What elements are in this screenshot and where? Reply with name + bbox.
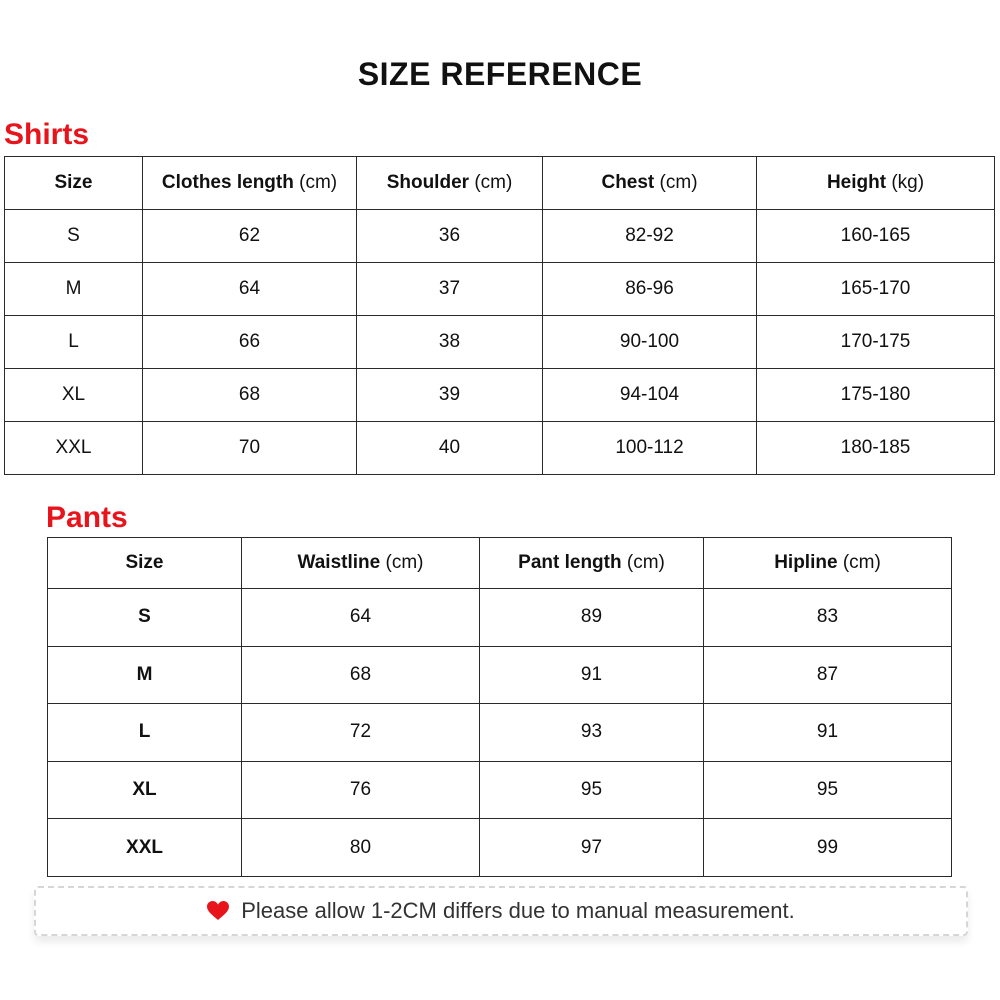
- table-row: [48, 704, 952, 762]
- table-cell: 39: [357, 369, 543, 422]
- table-cell: 68: [242, 646, 480, 704]
- table-cell: 180-185: [757, 422, 995, 475]
- table-cell: 94-104: [543, 369, 757, 422]
- table-cell: S: [5, 210, 143, 263]
- table-cell: 170-175: [757, 316, 995, 369]
- table-cell: 100-112: [543, 422, 757, 475]
- table-cell: 72: [242, 704, 480, 762]
- table-cell: 40: [357, 422, 543, 475]
- table-cell: 175-180: [757, 369, 995, 422]
- table-cell: 91: [704, 704, 952, 762]
- table-cell: 91: [480, 646, 704, 704]
- column-header: Chest (cm): [543, 157, 757, 210]
- table-cell: 165-170: [757, 263, 995, 316]
- column-header: Clothes length (cm): [143, 157, 357, 210]
- table-cell: 95: [480, 761, 704, 819]
- table-cell: 93: [480, 704, 704, 762]
- table-cell: 66: [143, 316, 357, 369]
- table-cell: 64: [143, 263, 357, 316]
- column-header: Waistline (cm): [242, 538, 480, 589]
- table-cell: 70: [143, 422, 357, 475]
- table-row: [5, 263, 995, 316]
- heart-icon: [207, 901, 229, 921]
- table-cell: M: [5, 263, 143, 316]
- table-cell: 37: [357, 263, 543, 316]
- column-header: Hipline (cm): [704, 538, 952, 589]
- table-row: [48, 761, 952, 819]
- column-header: Shoulder (cm): [357, 157, 543, 210]
- table-cell: 83: [704, 589, 952, 647]
- table-cell: 36: [357, 210, 543, 263]
- table-cell: 86-96: [543, 263, 757, 316]
- column-header: Pant length (cm): [480, 538, 704, 589]
- table-cell: XXL: [48, 819, 242, 877]
- table-row: [5, 316, 995, 369]
- table-cell: 90-100: [543, 316, 757, 369]
- table-row: [5, 210, 995, 263]
- table-cell: XXL: [5, 422, 143, 475]
- table-cell: 82-92: [543, 210, 757, 263]
- table-cell: L: [5, 316, 143, 369]
- table-cell: 76: [242, 761, 480, 819]
- table-cell: 160-165: [757, 210, 995, 263]
- table-row: [5, 422, 995, 475]
- page-title: SIZE REFERENCE: [357, 56, 643, 92]
- table-cell: 80: [242, 819, 480, 877]
- pants-section-title: Pants: [46, 501, 128, 534]
- table-cell: XL: [48, 761, 242, 819]
- table-cell: L: [48, 704, 242, 762]
- note-text: Please allow 1-2CM differs due to manual measurement.: [241, 898, 795, 923]
- shirts-size-table: [4, 156, 995, 475]
- table-row: [48, 819, 952, 877]
- table-cell: 62: [143, 210, 357, 263]
- table-cell: 87: [704, 646, 952, 704]
- table-cell: 68: [143, 369, 357, 422]
- table-cell: 97: [480, 819, 704, 877]
- column-header: Height (kg): [757, 157, 995, 210]
- shirts-section-title: Shirts: [4, 118, 90, 151]
- table-cell: 95: [704, 761, 952, 819]
- table-cell: S: [48, 589, 242, 647]
- table-cell: 89: [480, 589, 704, 647]
- table-header-row: [48, 538, 952, 589]
- pants-size-table: [47, 537, 952, 877]
- column-header: Size: [5, 157, 143, 210]
- table-cell: 99: [704, 819, 952, 877]
- table-cell: 64: [242, 589, 480, 647]
- table-row: [48, 589, 952, 647]
- measurement-note: [34, 886, 968, 936]
- table-row: [48, 646, 952, 704]
- table-cell: M: [48, 646, 242, 704]
- table-header-row: [5, 157, 995, 210]
- column-header: Size: [48, 538, 242, 589]
- table-cell: XL: [5, 369, 143, 422]
- table-cell: 38: [357, 316, 543, 369]
- table-row: [5, 369, 995, 422]
